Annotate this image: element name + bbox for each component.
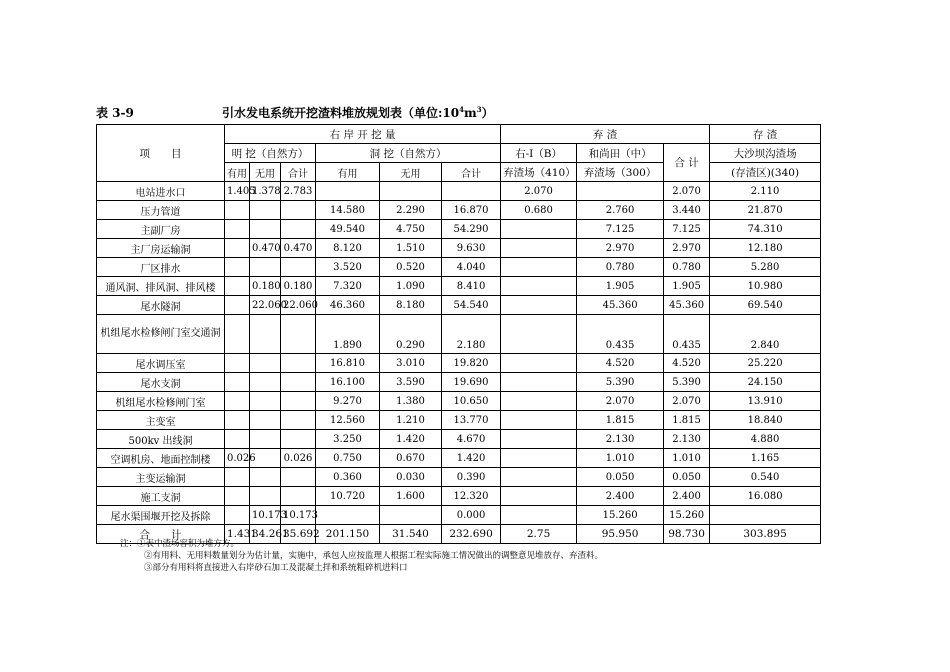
cell-tn-useful: [316, 182, 380, 201]
cell-tn-total: 2.180: [442, 315, 501, 354]
row-name: 尾水支洞: [97, 373, 225, 392]
row-name: 厂区排水: [97, 258, 225, 277]
cell-dasha: 303.895: [710, 525, 821, 544]
header-tn-useless: 无用: [380, 163, 442, 182]
cell-heshang: 1.815: [577, 411, 664, 430]
table-row: [97, 277, 821, 296]
cell-tn-useful: 201.150: [316, 525, 380, 544]
cell-oc-useful: [225, 392, 250, 411]
cell-tn-total: 19.690: [442, 373, 501, 392]
table-title: 引水发电系统开挖渣料堆放规划表（单位$:10^4m^3$）: [222, 105, 494, 120]
row-name: 压力管道: [97, 201, 225, 220]
table-row: [97, 315, 821, 354]
header-right-bank: 右 岸 开 挖 量: [225, 125, 501, 144]
cell-tn-useless: 4.750: [380, 220, 442, 239]
table-row: [97, 411, 821, 430]
cell-spoil-total: 2.070: [664, 392, 710, 411]
cell-tn-useful: 8.120: [316, 239, 380, 258]
cell-oc-useful: [225, 506, 250, 525]
cell-oc-total: 10.173: [281, 506, 316, 525]
table-row: [97, 201, 821, 220]
cell-oc-useless: [250, 468, 281, 487]
header-oc-useful: 有用: [225, 163, 250, 182]
cell-tn-useless: 8.180: [380, 296, 442, 315]
cell-spoil-total: 1.905: [664, 277, 710, 296]
cell-spoil-total: 2.130: [664, 430, 710, 449]
cell-heshang: [577, 182, 664, 201]
header-tunnel: 洞 挖（自然方）: [316, 144, 501, 163]
cell-oc-useless: 0.470: [250, 239, 281, 258]
cell-heshang: 15.260: [577, 506, 664, 525]
cell-spoil-total: 7.125: [664, 220, 710, 239]
row-name: 主变室: [97, 411, 225, 430]
row-name: 通风洞、排风洞、排风楼: [97, 277, 225, 296]
cell-oc-useful: [225, 468, 250, 487]
table-row: [97, 296, 821, 315]
table-number: 表 3-9: [96, 106, 134, 120]
header-item: 项 目: [97, 125, 225, 182]
header-you-b-line1: 右-Ⅰ（B）: [501, 144, 577, 163]
cell-oc-useless: [250, 430, 281, 449]
cell-tn-useless: 1.420: [380, 430, 442, 449]
cell-oc-useful: [225, 239, 250, 258]
note-1: 注：①表中渣场容积为堆方方。: [120, 539, 240, 549]
table-row: [97, 506, 821, 525]
cell-tn-useful: 1.890: [316, 315, 380, 354]
cell-spoil-total: 2.970: [664, 239, 710, 258]
cell-spoil-total: 0.780: [664, 258, 710, 277]
cell-heshang: 2.400: [577, 487, 664, 506]
header-heshang-line2: 弃渣场（300）: [577, 163, 664, 182]
cell-oc-useful: 0.026: [225, 449, 250, 468]
header-storage: 存 渣: [710, 125, 821, 144]
cell-dasha: 1.165: [710, 449, 821, 468]
cell-spoil-total: 3.440: [664, 201, 710, 220]
cell-dasha: 18.840: [710, 411, 821, 430]
cell-heshang: 2.130: [577, 430, 664, 449]
cell-dasha: 24.150: [710, 373, 821, 392]
cell-oc-useless: 22.060: [250, 296, 281, 315]
table-row: [97, 182, 821, 201]
cell-oc-useful: [225, 296, 250, 315]
cell-oc-total: 0.180: [281, 277, 316, 296]
cell-tn-total: 54.540: [442, 296, 501, 315]
cell-tn-total: 16.870: [442, 201, 501, 220]
cell-heshang: 2.970: [577, 239, 664, 258]
cell-heshang: 1.010: [577, 449, 664, 468]
cell-tn-total: 8.410: [442, 277, 501, 296]
cell-tn-useless: 0.670: [380, 449, 442, 468]
cell-oc-useful: [225, 487, 250, 506]
cell-oc-total: [281, 354, 316, 373]
header-row-1: [97, 125, 821, 144]
cell-spoil-total: 5.390: [664, 373, 710, 392]
cell-tn-useful: 0.750: [316, 449, 380, 468]
cell-heshang: 95.950: [577, 525, 664, 544]
cell-spoil-total: 15.260: [664, 506, 710, 525]
cell-oc-useless: [250, 220, 281, 239]
cell-tn-useless: 0.520: [380, 258, 442, 277]
row-name: 尾水隧洞: [97, 296, 225, 315]
cell-oc-useful: [225, 373, 250, 392]
cell-tn-useful: [316, 506, 380, 525]
cell-you-b: [501, 258, 577, 277]
cell-oc-useful: [225, 258, 250, 277]
cell-tn-useless: 31.540: [380, 525, 442, 544]
cell-dasha: 10.980: [710, 277, 821, 296]
cell-you-b: [501, 487, 577, 506]
cell-oc-total: [281, 201, 316, 220]
cell-heshang: 0.050: [577, 468, 664, 487]
cell-you-b: [501, 392, 577, 411]
cell-dasha: 2.110: [710, 182, 821, 201]
cell-oc-total: [281, 315, 316, 354]
cell-tn-useless: [380, 182, 442, 201]
cell-you-b: [501, 239, 577, 258]
cell-oc-total: [281, 411, 316, 430]
cell-oc-total: [281, 258, 316, 277]
cell-spoil-total: 45.360: [664, 296, 710, 315]
cell-tn-useful: 0.360: [316, 468, 380, 487]
row-name: 500kv 出线洞: [97, 430, 225, 449]
cell-oc-total: 0.470: [281, 239, 316, 258]
cell-heshang: 1.905: [577, 277, 664, 296]
row-name: 合 计: [97, 525, 225, 544]
table-row: [97, 468, 821, 487]
cell-you-b: 2.75: [501, 525, 577, 544]
cell-oc-useful: [225, 220, 250, 239]
row-name: 机组尾水检修闸门室: [97, 392, 225, 411]
cell-tn-useless: 1.380: [380, 392, 442, 411]
cell-heshang: 0.780: [577, 258, 664, 277]
cell-tn-useful: 46.360: [316, 296, 380, 315]
cell-oc-useless: [250, 411, 281, 430]
cell-tn-useful: 7.320: [316, 277, 380, 296]
cell-spoil-total: 1.815: [664, 411, 710, 430]
table-row: [97, 430, 821, 449]
header-spoil: 弃 渣: [501, 125, 710, 144]
table-row: [97, 354, 821, 373]
cell-tn-total: 1.420: [442, 449, 501, 468]
cell-heshang: 2.070: [577, 392, 664, 411]
cell-oc-useless: 1.378: [250, 182, 281, 201]
cell-oc-useless: [250, 392, 281, 411]
cell-dasha: 25.220: [710, 354, 821, 373]
cell-dasha: 12.180: [710, 239, 821, 258]
header-tn-total: 合计: [442, 163, 501, 182]
cell-heshang: 2.760: [577, 201, 664, 220]
cell-tn-useless: 1.600: [380, 487, 442, 506]
cell-oc-useful: 1.405: [225, 182, 250, 201]
cell-dasha: 2.840: [710, 315, 821, 354]
cell-tn-total: 54.290: [442, 220, 501, 239]
cell-you-b: [501, 354, 577, 373]
table-row: [97, 373, 821, 392]
cell-tn-useful: 10.720: [316, 487, 380, 506]
cell-tn-total: 232.690: [442, 525, 501, 544]
cell-heshang: 5.390: [577, 373, 664, 392]
cell-oc-useless: 0.180: [250, 277, 281, 296]
cell-tn-useless: 0.030: [380, 468, 442, 487]
cell-you-b: [501, 449, 577, 468]
cell-spoil-total: 98.730: [664, 525, 710, 544]
cell-you-b: 0.680: [501, 201, 577, 220]
cell-dasha: 74.310: [710, 220, 821, 239]
cell-tn-total: 0.390: [442, 468, 501, 487]
cell-tn-total: 9.630: [442, 239, 501, 258]
cell-you-b: [501, 468, 577, 487]
cell-tn-useless: 1.210: [380, 411, 442, 430]
cell-tn-useless: 1.510: [380, 239, 442, 258]
cell-tn-total: 0.000: [442, 506, 501, 525]
cell-tn-useful: 9.270: [316, 392, 380, 411]
cell-tn-useless: 0.290: [380, 315, 442, 354]
cell-dasha: 13.910: [710, 392, 821, 411]
row-name: 机组尾水检修闸门室交通洞: [97, 315, 225, 354]
cell-oc-useful: [225, 277, 250, 296]
cell-spoil-total: 2.070: [664, 182, 710, 201]
cell-tn-useless: 1.090: [380, 277, 442, 296]
cell-dasha: 69.540: [710, 296, 821, 315]
cell-tn-useful: 3.250: [316, 430, 380, 449]
cell-you-b: [501, 430, 577, 449]
table-row: [97, 220, 821, 239]
cell-dasha: 5.280: [710, 258, 821, 277]
cell-tn-useless: [380, 506, 442, 525]
cell-tn-total: 13.770: [442, 411, 501, 430]
cell-oc-total: [281, 468, 316, 487]
row-name: 电站进水口: [97, 182, 225, 201]
cell-spoil-total: 2.400: [664, 487, 710, 506]
row-name: 尾水调压室: [97, 354, 225, 373]
cell-you-b: [501, 315, 577, 354]
cell-oc-total: [281, 392, 316, 411]
spoil-planning-table: [96, 124, 821, 544]
cell-tn-total: 19.820: [442, 354, 501, 373]
cell-tn-useful: 14.580: [316, 201, 380, 220]
table-row: [97, 392, 821, 411]
cell-heshang: 7.125: [577, 220, 664, 239]
cell-tn-useful: 16.810: [316, 354, 380, 373]
cell-oc-useful: [225, 201, 250, 220]
cell-tn-useful: 12.560: [316, 411, 380, 430]
table-notes: [120, 538, 603, 574]
header-spoil-total: 合 计: [664, 144, 710, 182]
row-name: 尾水渠围堰开挖及拆除: [97, 506, 225, 525]
cell-heshang: 4.520: [577, 354, 664, 373]
cell-oc-useless: [250, 258, 281, 277]
header-open-cut: 明 挖（自然方）: [225, 144, 316, 163]
cell-dasha: 0.540: [710, 468, 821, 487]
cell-dasha: [710, 506, 821, 525]
cell-tn-useless: 2.290: [380, 201, 442, 220]
cell-oc-useless: [250, 201, 281, 220]
cell-spoil-total: 4.520: [664, 354, 710, 373]
cell-you-b: [501, 506, 577, 525]
header-tn-useful: 有用: [316, 163, 380, 182]
cell-spoil-total: 1.010: [664, 449, 710, 468]
cell-oc-total: 2.783: [281, 182, 316, 201]
cell-oc-useless: 34.261: [250, 525, 281, 544]
cell-oc-useful: [225, 354, 250, 373]
cell-tn-useful: 49.540: [316, 220, 380, 239]
cell-you-b: 2.070: [501, 182, 577, 201]
cell-you-b: [501, 277, 577, 296]
row-name: 主厂房运输洞: [97, 239, 225, 258]
cell-oc-useful: [225, 411, 250, 430]
header-oc-useless: 无用: [250, 163, 281, 182]
cell-oc-useless: [250, 315, 281, 354]
table-row: [97, 487, 821, 506]
cell-you-b: [501, 411, 577, 430]
cell-spoil-total: 0.050: [664, 468, 710, 487]
note-2: ②有用料、无用料数量划分为估计量，实施中，承包人应按监理人根据工程实际施工情况做出的调整意见堆放存、弃渣料。: [144, 551, 604, 561]
header-dasha-line1: 大沙坝沟渣场: [710, 144, 821, 163]
table-row: [97, 449, 821, 468]
cell-oc-total: 35.692: [281, 525, 316, 544]
cell-dasha: 21.870: [710, 201, 821, 220]
cell-tn-total: 10.650: [442, 392, 501, 411]
cell-oc-useful: [225, 315, 250, 354]
cell-heshang: 0.435: [577, 315, 664, 354]
cell-heshang: 45.360: [577, 296, 664, 315]
header-dasha-line2: (存渣区)(340): [710, 163, 821, 182]
cell-spoil-total: 0.435: [664, 315, 710, 354]
cell-tn-total: 12.320: [442, 487, 501, 506]
row-name: 主变运输洞: [97, 468, 225, 487]
header-you-b-line2: 弃渣场（410）: [501, 163, 577, 182]
cell-you-b: [501, 373, 577, 392]
header-oc-total: 合计: [281, 163, 316, 182]
cell-oc-useful: [225, 430, 250, 449]
header-heshang-line1: 和尚田（中）: [577, 144, 664, 163]
cell-oc-useless: [250, 373, 281, 392]
cell-oc-useless: [250, 354, 281, 373]
cell-tn-total: 4.670: [442, 430, 501, 449]
cell-oc-useless: [250, 487, 281, 506]
table-caption: [96, 104, 816, 122]
note-3: ③部分有用料将直接进入右岸砂石加工及混凝土拌和系统粗碎机进料口: [144, 563, 408, 573]
cell-you-b: [501, 296, 577, 315]
table-row: [97, 258, 821, 277]
cell-tn-total: 4.040: [442, 258, 501, 277]
cell-tn-useful: 16.100: [316, 373, 380, 392]
cell-oc-total: [281, 487, 316, 506]
row-name: 空调机房、地面控制楼: [97, 449, 225, 468]
cell-dasha: 4.880: [710, 430, 821, 449]
cell-tn-useful: 3.520: [316, 258, 380, 277]
row-name: 施工支洞: [97, 487, 225, 506]
cell-tn-total: [442, 182, 501, 201]
cell-dasha: 16.080: [710, 487, 821, 506]
cell-tn-useless: 3.590: [380, 373, 442, 392]
cell-tn-useless: 3.010: [380, 354, 442, 373]
cell-oc-total: [281, 430, 316, 449]
cell-you-b: [501, 220, 577, 239]
cell-oc-total: [281, 373, 316, 392]
row-name: 主副厂房: [97, 220, 225, 239]
cell-oc-total: 22.060: [281, 296, 316, 315]
cell-oc-total: 0.026: [281, 449, 316, 468]
cell-oc-useful: 1.431: [225, 525, 250, 544]
table-row: [97, 239, 821, 258]
cell-oc-useless: 10.173: [250, 506, 281, 525]
cell-oc-total: [281, 220, 316, 239]
